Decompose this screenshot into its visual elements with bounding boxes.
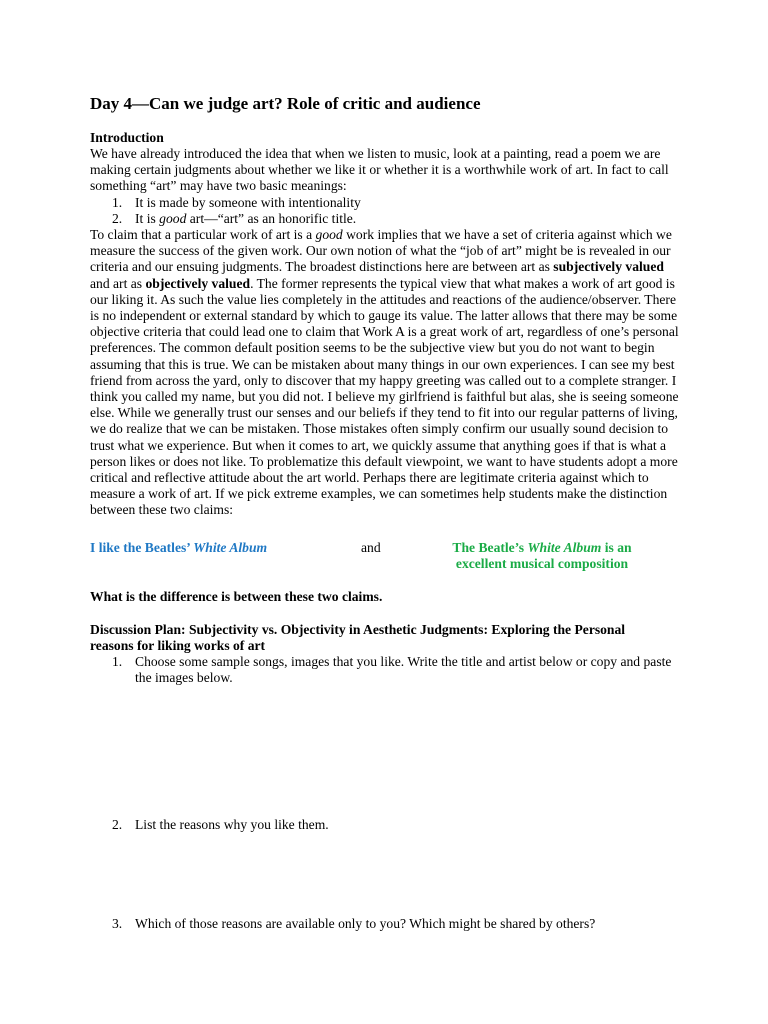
- subjective-claim: I like the Beatles’ White Album: [90, 540, 268, 555]
- plan-item: 3. Which of those reasons are available only to you? Which might be shared by others?: [112, 915, 596, 931]
- objective-claim: The Beatle’s White Album is an excellent musical composition: [452, 540, 632, 571]
- plan-item: 2. List the reasons why you like them.: [112, 817, 329, 833]
- claim-paragraph: To claim that a particular work of art is a good work implies that we have a set of criteria against which we measure the success of the given work. Our own notion of what the “job of art” might be is revealed in our criteria and our ensuing judgments. The broadest distinctions here are between art as subjectively valued and art as objectively valued. The former represents the typical view that what makes a work of art good is our liking it. As such the value lies completely in the attitudes and reactions of the audience/observer. There is no independent or external standard by which to gauge its value. The latter allows that there may be some objective criteria that could lead one to claim that Work A is a great work of art, regardless of one’s personal preferences. The common default position seems to be the subjective view but you do not want to begin assuming that this is true. We can be mistaken about many things in our own experiences. I can see my best friend from across the yard, only to discover that my happy greeting was called out to a complete stranger. I think you called my name, but you did not. I believe my girlfriend is faithful but alas, she is seeing someone else. While we generally trust our senses and our beliefs if they tend to fit into our regular patterns of living, we do realize that we can be mistaken. Those mistakes often simply confirm our usually sound decision to trust what we experience. But when it comes to art, we quickly assume that anything goes if that is what a person likes or does not like. To problematize this default viewpoint, we want to have students adopt a more critical and reflective attitude about the art world. Perhaps there are legitimate criteria against which to measure a work of art. If we pick extreme examples, we can sometimes help students make the distinction between these two claims:: [90, 227, 679, 518]
- list-item: 1. It is made by someone with intentionality: [112, 194, 361, 210]
- discussion-plan-heading: Discussion Plan: Subjectivity vs. Objectivity in Aesthetic Judgments: Exploring the Personal reasons for liking works of art: [90, 622, 626, 653]
- claims-conjunction: and: [361, 540, 381, 555]
- difference-question: What is the difference is between these two claims.: [90, 589, 383, 604]
- introduction-section: [90, 130, 680, 519]
- plan-item: 1. Choose some sample songs, images that you like. Write the title and artist below or copy and paste the images below.: [112, 654, 672, 686]
- page-title: Day 4—Can we judge art? Role of critic and audience: [90, 94, 481, 113]
- art-meanings-list: [90, 195, 680, 227]
- document-page: [90, 0, 680, 931]
- intro-paragraph: We have already introduced the idea that when we listen to music, look at a painting, read a poem we are making certain judgments about whether we like it or whether it is a worthwhile work of art. In fact to call something “art” may have two basic meanings:: [90, 146, 669, 194]
- introduction-heading: Introduction: [90, 130, 164, 145]
- discussion-plan: [90, 622, 680, 654]
- list-item: 2. It is good art—“art” as an honorific title.: [112, 210, 357, 226]
